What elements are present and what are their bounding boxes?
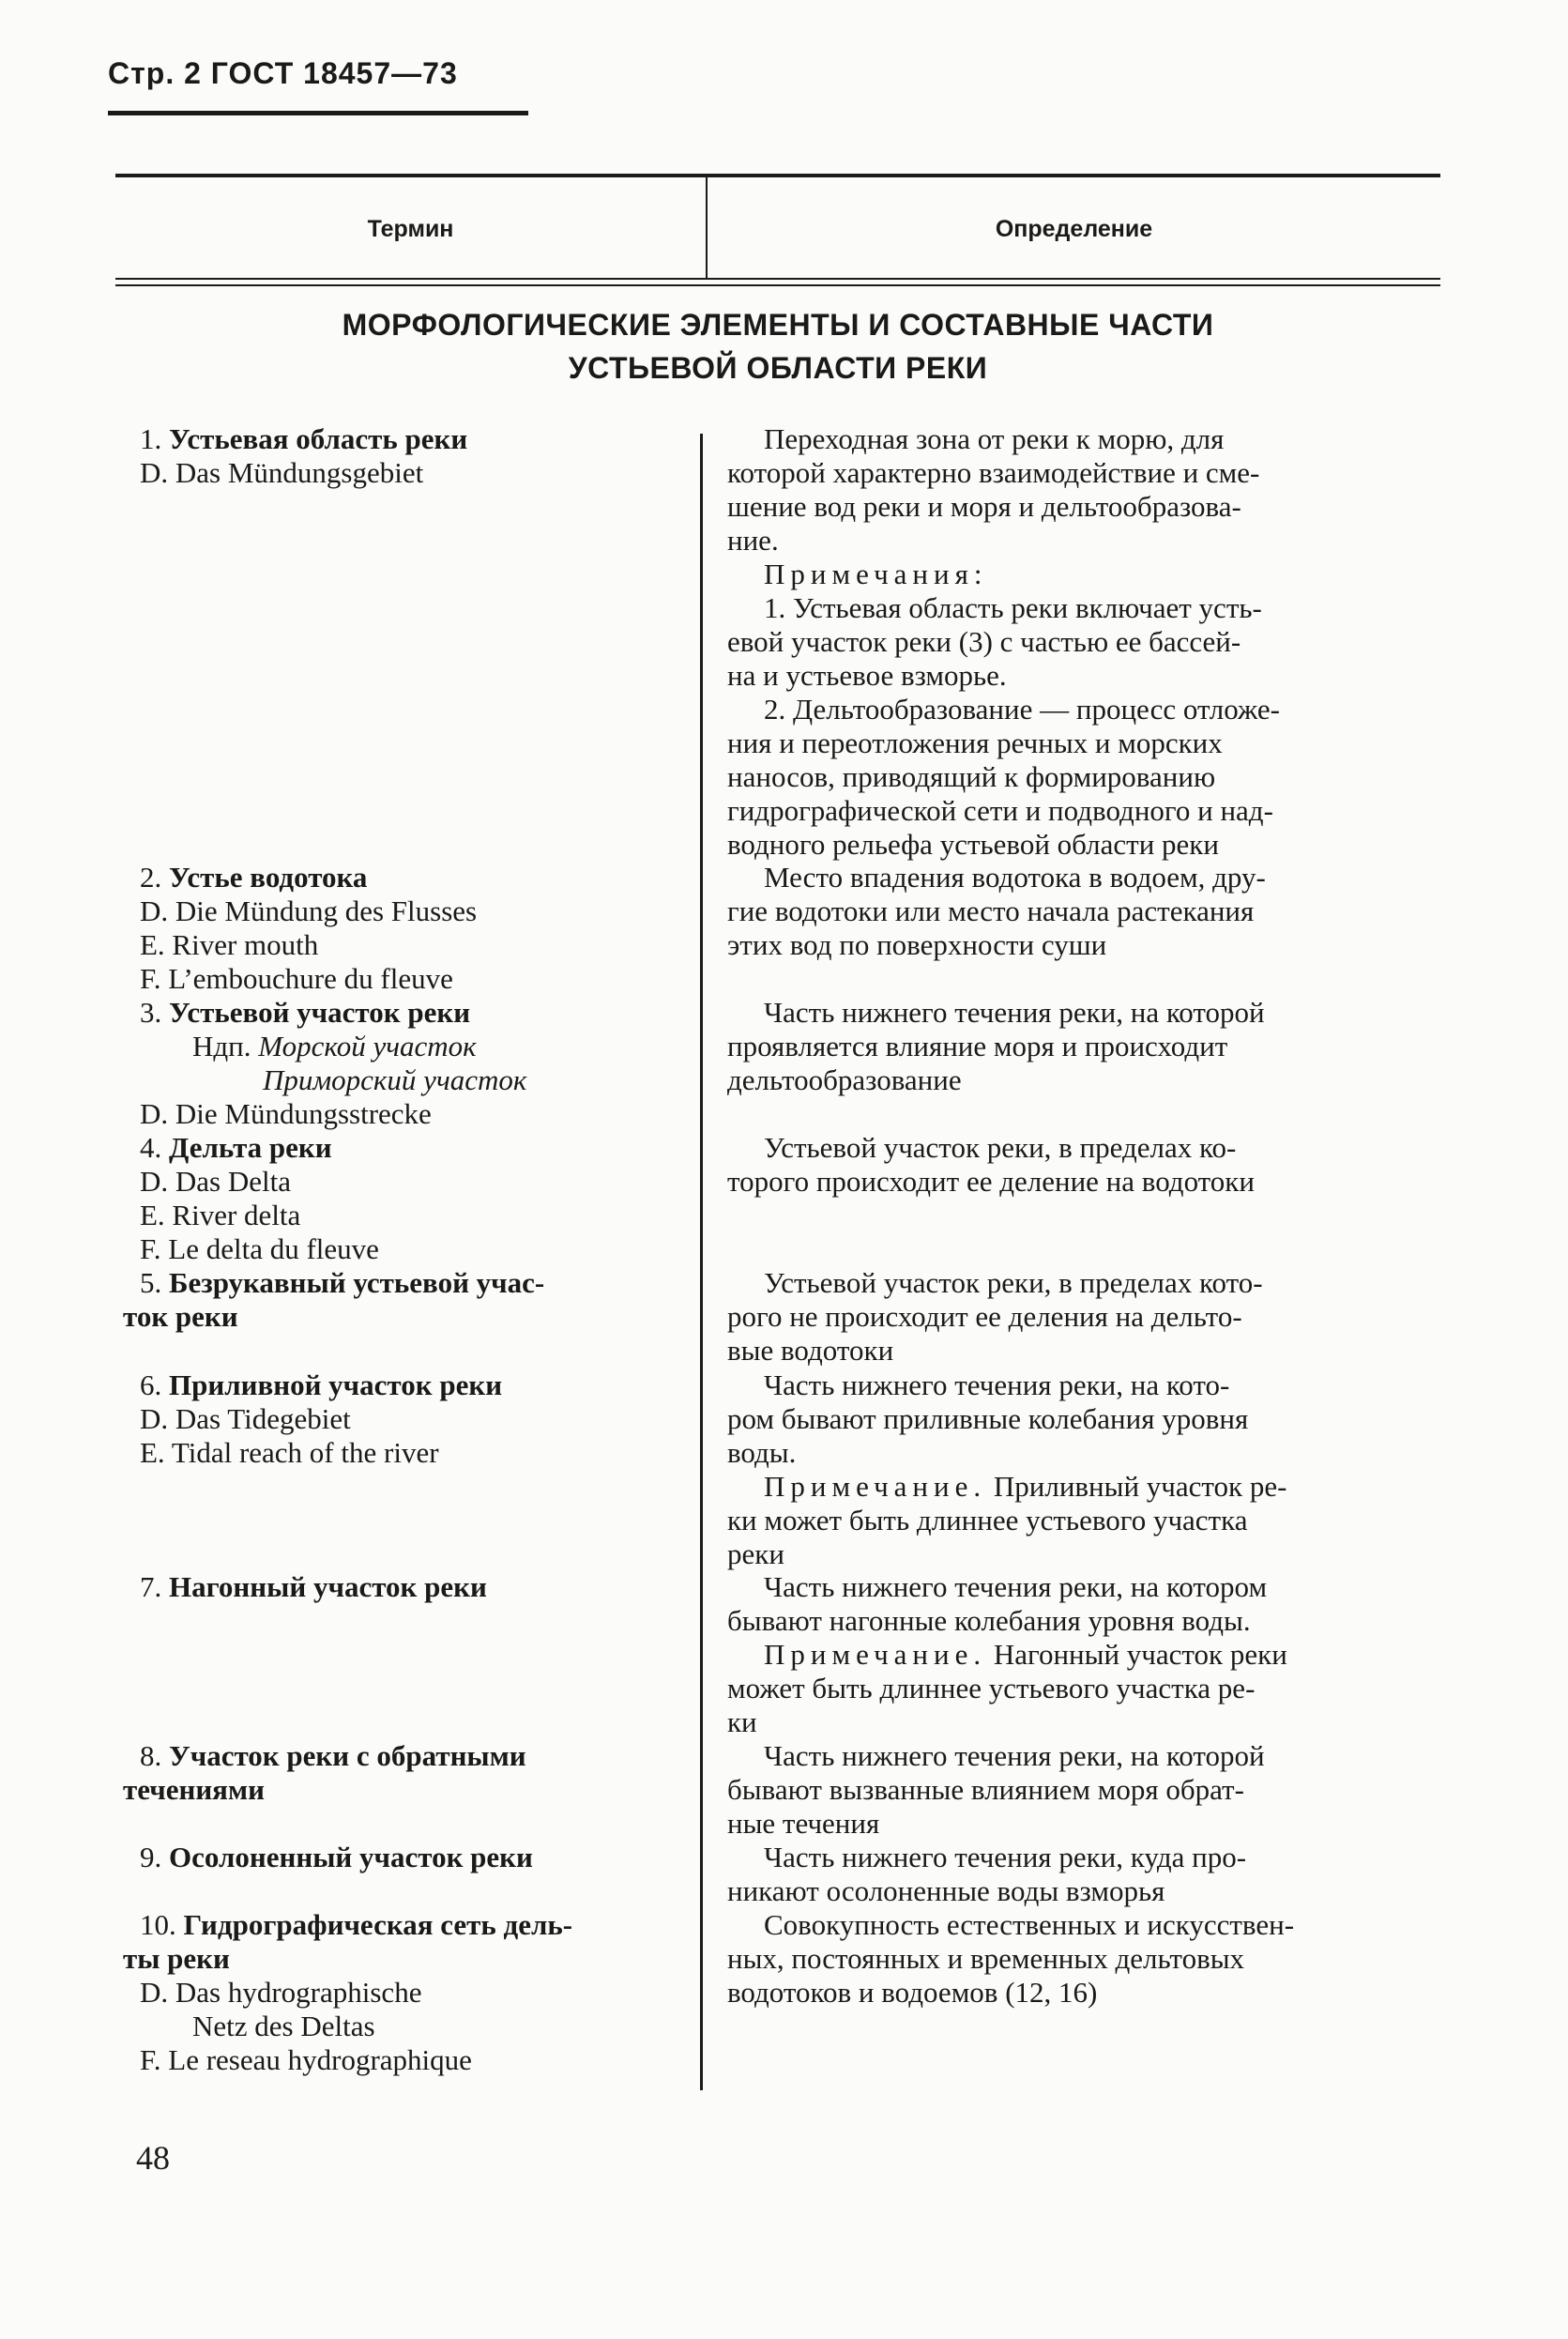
definition-line: ных, постоянных и временных дельтовых (727, 1942, 1245, 1975)
section-title-line: МОРФОЛОГИЧЕСКИЕ ЭЛЕМЕНТЫ И СОСТАВНЫЕ ЧАСТИ (342, 308, 1214, 342)
term-8-cont: течениями (123, 1773, 265, 1806)
definition-line: ния и переотложения речных и морских (727, 726, 1223, 759)
note-label: Примечания: (764, 558, 988, 590)
definition-line: ные течения (727, 1807, 880, 1840)
definition-line: торого происходит ее деление на водотоки (727, 1165, 1255, 1198)
term-6: 6. Приливной участок реки (140, 1368, 503, 1401)
term-2-en: E. River mouth (140, 928, 319, 961)
header-double-rule-top (115, 278, 1440, 280)
term-6-en: E. Tidal reach of the river (140, 1436, 439, 1469)
term-1: 1. Устьевая область реки (140, 422, 468, 455)
section-title (115, 303, 1440, 390)
page-number: 48 (136, 2139, 170, 2177)
definition-line: которой характерно взаимодействие и сме- (727, 456, 1260, 489)
term-2: 2. Устье водотока (140, 861, 368, 894)
term-10: 10. Гидрографическая сеть дель- (140, 1908, 573, 1941)
definition-line: водотоков и водоемов (12, 16) (727, 1976, 1098, 2009)
definition-line: Часть нижнего течения реки, на кото- (764, 1368, 1230, 1401)
definition-line: Часть нижнего течения реки, куда про- (764, 1841, 1247, 1873)
term-3-ndp: Ндп. Морской участок (192, 1030, 477, 1062)
definition-line: шение вод реки и моря и дельтообразова- (727, 490, 1241, 523)
definition-line: Устьевой участок реки, в пределах ко- (764, 1131, 1237, 1164)
definition-line: этих вод по поверхности суши (727, 928, 1107, 961)
term-3-de: D. Die Mündungsstrecke (140, 1097, 432, 1130)
definition-line: Часть нижнего течения реки, на котором (764, 1570, 1268, 1603)
table-top-rule (115, 174, 1440, 177)
term-1-de: D. Das Mündungsgebiet (140, 456, 424, 489)
term-4-en: E. River delta (140, 1199, 301, 1231)
definition-line: на и устьевое взморье. (727, 659, 1007, 692)
definition-line: гидрографической сети и подводного и над- (727, 794, 1273, 827)
definition-line: реки (727, 1537, 784, 1570)
term-3: 3. Устьевой участок реки (140, 996, 471, 1029)
term-2-de: D. Die Mündung des Flusses (140, 894, 478, 927)
definition-line: ки может быть длиннее устьевого участка (727, 1504, 1248, 1536)
definition-line: ние. (727, 524, 779, 557)
term-10-fr: F. Le reseau hydrographique (140, 2043, 472, 2076)
header-double-rule-bottom (115, 284, 1440, 286)
term-5: 5. Безрукавный устьевой учас- (140, 1266, 545, 1299)
term-3-ndp-2: Приморский участок (263, 1063, 527, 1096)
definition-line: дельтообразование (727, 1063, 962, 1096)
term-9: 9. Осолоненный участок реки (140, 1841, 533, 1873)
term-10-de: D. Das hydrographische (140, 1976, 422, 2009)
term-10-cont: ты реки (123, 1942, 230, 1975)
definition-line: бывают нагонные колебания уровня воды. (727, 1604, 1251, 1637)
definition-line: рого не происходит ее деления на дельто- (727, 1300, 1242, 1333)
note-line: Примечание. Нагонный участок реки (764, 1638, 1287, 1671)
term-5-cont: ток реки (123, 1300, 238, 1333)
term-7: 7. Нагонный участок реки (140, 1570, 487, 1603)
note-line: Примечание. Приливный участок ре- (764, 1470, 1287, 1503)
definition-line: гие водотоки или место начала растекания (727, 894, 1255, 927)
definition-line: Переходная зона от реки к морю, для (764, 422, 1225, 455)
definition-line: воды. (727, 1436, 797, 1469)
column-header-definition: Определение (995, 216, 1153, 242)
term-4-fr: F. Le delta du fleuve (140, 1232, 379, 1265)
definition-line: проявляется влияние моря и происходит (727, 1030, 1228, 1062)
definition-line: Совокупность естественных и искусствен- (764, 1908, 1295, 1941)
definition-line: Устьевой участок реки, в пределах кото- (764, 1266, 1263, 1299)
column-header-term: Термин (367, 216, 454, 242)
definition-line: водного рельефа устьевой области реки (727, 828, 1219, 861)
definition-line: Часть нижнего течения реки, на которой (764, 1739, 1265, 1772)
definition-line: Место впадения водотока в водоем, дру- (764, 861, 1266, 894)
term-10-de-cont: Netz des Deltas (192, 2010, 375, 2042)
definition-line: может быть длиннее устьевого участка ре- (727, 1672, 1256, 1705)
definition-line: евой участок реки (3) с частью ее бассей- (727, 625, 1241, 658)
column-separator (700, 434, 703, 2090)
page-header: Стр. 2 ГОСТ 18457—73 (108, 56, 458, 90)
definition-line: 1. Устьевая область реки включает усть- (764, 591, 1262, 624)
definition-line: вые водотоки (727, 1334, 894, 1367)
definition-line: ки (727, 1705, 757, 1738)
definition-line: наносов, приводящий к формированию (727, 760, 1216, 793)
section-title-line: УСТЬЕВОЙ ОБЛАСТИ РЕКИ (568, 351, 988, 385)
term-4-de: D. Das Delta (140, 1165, 291, 1198)
term-2-fr: F. L’embouchure du fleuve (140, 962, 453, 995)
definition-line: 2. Дельтообразование — процесс отложе- (764, 693, 1281, 726)
definition-line: ром бывают приливные колебания уровня (727, 1402, 1249, 1435)
definition-line: Часть нижнего течения реки, на которой (764, 996, 1265, 1029)
definition-line: бывают вызванные влиянием моря обрат- (727, 1773, 1244, 1806)
term-6-de: D. Das Tidegebiet (140, 1402, 351, 1435)
header-underline (108, 111, 528, 115)
definition-line: никают осолоненные воды взморья (727, 1874, 1165, 1907)
term-4: 4. Дельта реки (140, 1131, 332, 1164)
term-8: 8. Участок реки с обратными (140, 1739, 526, 1772)
